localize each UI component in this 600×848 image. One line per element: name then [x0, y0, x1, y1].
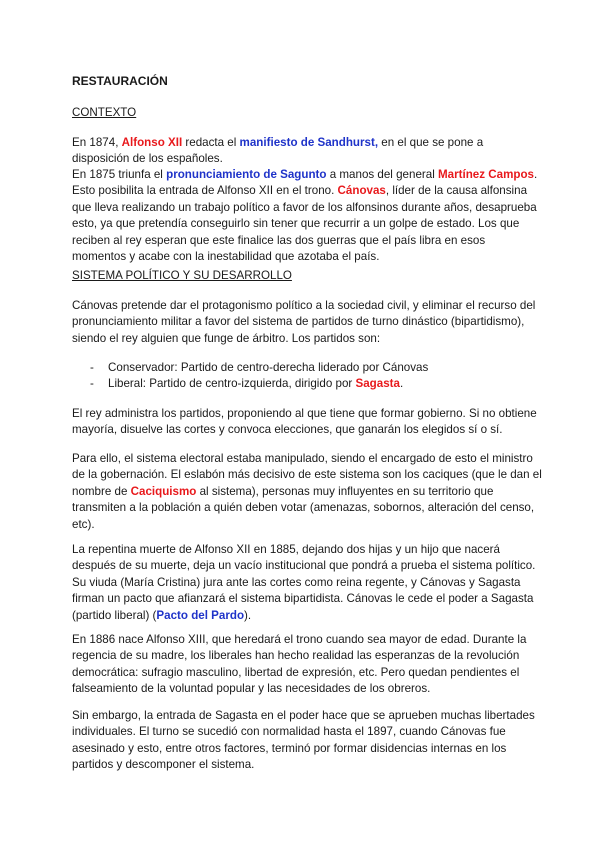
- paragraph-1886: En 1886 nace Alfonso XIII, que heredará el trono cuando sea mayor de edad. Durante la regencia de su madre, los liberales han hecho realidad las esperanzas de la revolución democrática: sufragio masculino, libertad de expresión, etc. Pero quedan pendientes el falseamiento de la voluntad popular y las necesidades de los obreros.: [72, 633, 527, 696]
- paragraph-sin-embargo: Sin embargo, la entrada de Sagasta en el poder hace que se aprueben muchas libertades individuales. El turno se sucedió con normalidad hasta el 1897, cuando Cánovas fue asesinado y esto, entre otros factores, terminó por formar disidencias internas en los partidos y descomponer el sistema.: [72, 709, 535, 772]
- text: a manos del general: [326, 168, 438, 181]
- paragraph-rey-administra: El rey administra los partidos, proponiendo al que tiene que formar gobierno. Si no obtiene mayoría, disuelve las cortes y convoca elecciones, que ganarán los elegidos sí o sí.: [72, 407, 537, 437]
- text: en el que se pone a disposición de los españoles.: [72, 136, 484, 166]
- text: redacta el: [182, 136, 240, 149]
- highlight-alfonso-xii: Alfonso XII: [121, 136, 183, 149]
- text: . Esto posibilita la entrada de Alfonso XII en el trono.: [72, 168, 538, 198]
- highlight-pacto-del-pardo: Pacto del Pardo: [156, 608, 245, 622]
- text: al sistema), personas muy influyentes en su territorio que transmiten a la población a quién deben votar (amenazas, sobornos, alteración del censo, etc).: [72, 484, 535, 531]
- text: En 1875 triunfa el: [72, 168, 167, 181]
- text: Para ello, el sistema electoral estaba manipulado, siendo el encargado de esto el ministro de la gobernación. El eslabón más decisivo de este sistema son los caciques (que le dan el nombre de: [72, 452, 542, 498]
- paragraph-canovas-pretende: Cánovas pretende dar el protagonismo político a la sociedad civil, y eliminar el recurso del pronunciamiento militar a favor del sistema de partidos de turno dinástico (bipartidismo), siendo el rey alguien que funge de árbitro. Los partidos son:: [72, 299, 536, 345]
- highlight-sagasta: Sagasta: [355, 377, 400, 391]
- list-item: [90, 376, 540, 392]
- highlight-martinez-campos: Martínez Campos: [438, 168, 534, 181]
- text: La repentina muerte de Alfonso XII en 1885, dejando dos hijas y un hijo que nacerá después de su muerte, deja un vacío institucional que pondrá a prueba el sistema político. Su viuda (María Cristina) jura ante las cortes como reina regente, y Cánovas y Sagasta firman un pacto que afianzará el sistema bipartidista. Cánovas le cede el poder a Sagasta (partido liberal) (: [72, 543, 536, 622]
- text: ).: [244, 608, 252, 622]
- highlight-caciquismo: Caciquismo: [130, 484, 197, 498]
- section-heading-contexto: CONTEXTO: [72, 106, 137, 119]
- highlight-manifiesto-sandhurst: manifiesto de Sandhurst,: [239, 136, 379, 149]
- document-title: RESTAURACIÓN: [72, 74, 168, 88]
- paragraph-muerte-alfonso: [72, 542, 542, 624]
- list-item-text: Conservador: Partido de centro-derecha liderado por Cánovas: [108, 361, 429, 374]
- list-bullet: -: [90, 361, 94, 374]
- list-bullet: -: [90, 377, 94, 391]
- paragraph-sistema-electoral: [72, 451, 542, 533]
- section-heading-sistema-politico: SISTEMA POLÍTICO Y SU DESARROLLO: [72, 269, 292, 282]
- text: Liberal: Partido de centro-izquierda, dirigido por: [108, 377, 356, 391]
- highlight-canovas: Cánovas: [337, 184, 386, 198]
- text: .: [399, 377, 404, 391]
- list-item: [90, 360, 540, 376]
- highlight-pronunciamiento-sagunto: pronunciamiento de Sagunto: [166, 168, 327, 181]
- parties-list: [90, 360, 540, 393]
- text: , líder de la causa alfonsina que lleva realizando un trabajo político a favor de los alfonsinos durante años, desaprueba esto, ya que pretendía conseguirlo sin tener que recurrir a un golpe de estado. Los que reciben al rey esperan que este finalice las dos guerras que el país libra en esos momentos y acabe con la inestabilidad que azotaba el país.: [72, 184, 537, 264]
- paragraph-1874: [72, 135, 542, 168]
- paragraph-1875: [72, 167, 542, 265]
- text: En 1874,: [72, 136, 122, 149]
